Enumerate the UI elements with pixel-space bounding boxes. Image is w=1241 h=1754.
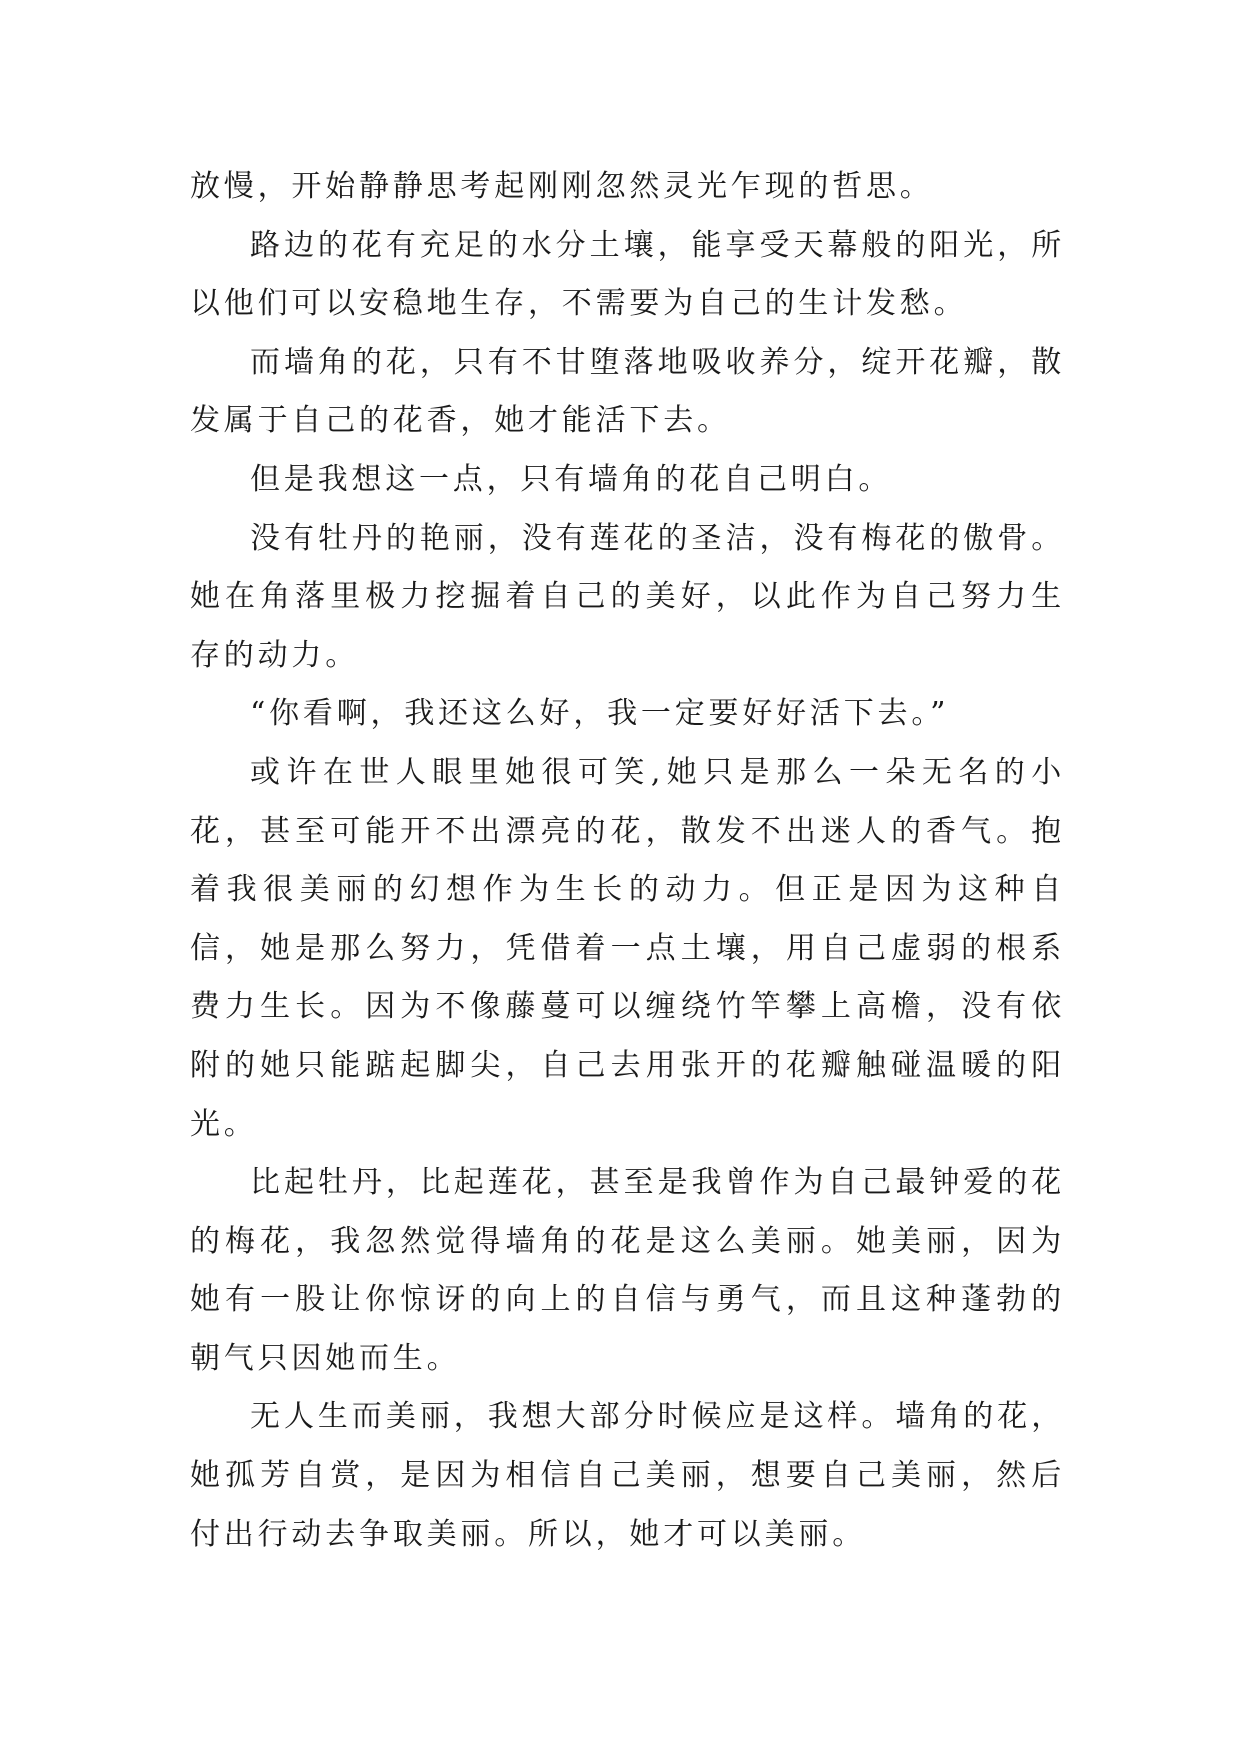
- paragraph: 比起牡丹，比起莲花，甚至是我曾作为自己最钟爱的花的梅花，我忽然觉得墙角的花是这么美丽。她美丽，因为她有一股让你惊讶的向上的自信与勇气，而且这种蓬勃的朝气只因她而生。: [190, 1165, 1065, 1376]
- paragraph: 而墙角的花，只有不甘堕落地吸收养分，绽开花瓣，散发属于自己的花香，她才能活下去。: [190, 344, 1065, 439]
- paragraph: 无人生而美丽，我想大部分时候应是这样。墙角的花，她孤芳自赏，是因为相信自己美丽，想要自己美丽，然后付出行动去争取美丽。所以，她才可以美丽。: [190, 1399, 1065, 1552]
- paragraph: 没有牡丹的艳丽，没有莲花的圣洁，没有梅花的傲骨。她在角落里极力挖掘着自己的美好，以此作为自己努力生存的动力。: [190, 520, 1065, 673]
- paragraph: 但是我想这一点，只有墙角的花自己明白。: [250, 461, 893, 497]
- body-text: [190, 158, 1065, 1564]
- paragraph: 或许在世人眼里她很可笑,她只是那么一朵无名的小花，甚至可能开不出漂亮的花，散发不出迷人的香气。抱着我很美丽的幻想作为生长的动力。但正是因为这种自信，她是那么努力，凭借着一点土壤，用自己虚弱的根系费力生长。因为不像藤蔓可以缠绕竹竿攀上高檐，没有依附的她只能踮起脚尖，自己去用张开的花瓣触碰温暖的阳光。: [190, 754, 1065, 1142]
- paragraph: 路边的花有充足的水分土壤，能享受天幕般的阳光，所以他们可以安稳地生存，不需要为自己的生计发愁。: [190, 227, 1065, 322]
- paragraph: 放慢，开始静静思考起刚刚忽然灵光乍现的哲思。: [190, 169, 934, 204]
- paragraph: “你看啊，我还这么好，我一定要好好活下去。”: [250, 696, 950, 732]
